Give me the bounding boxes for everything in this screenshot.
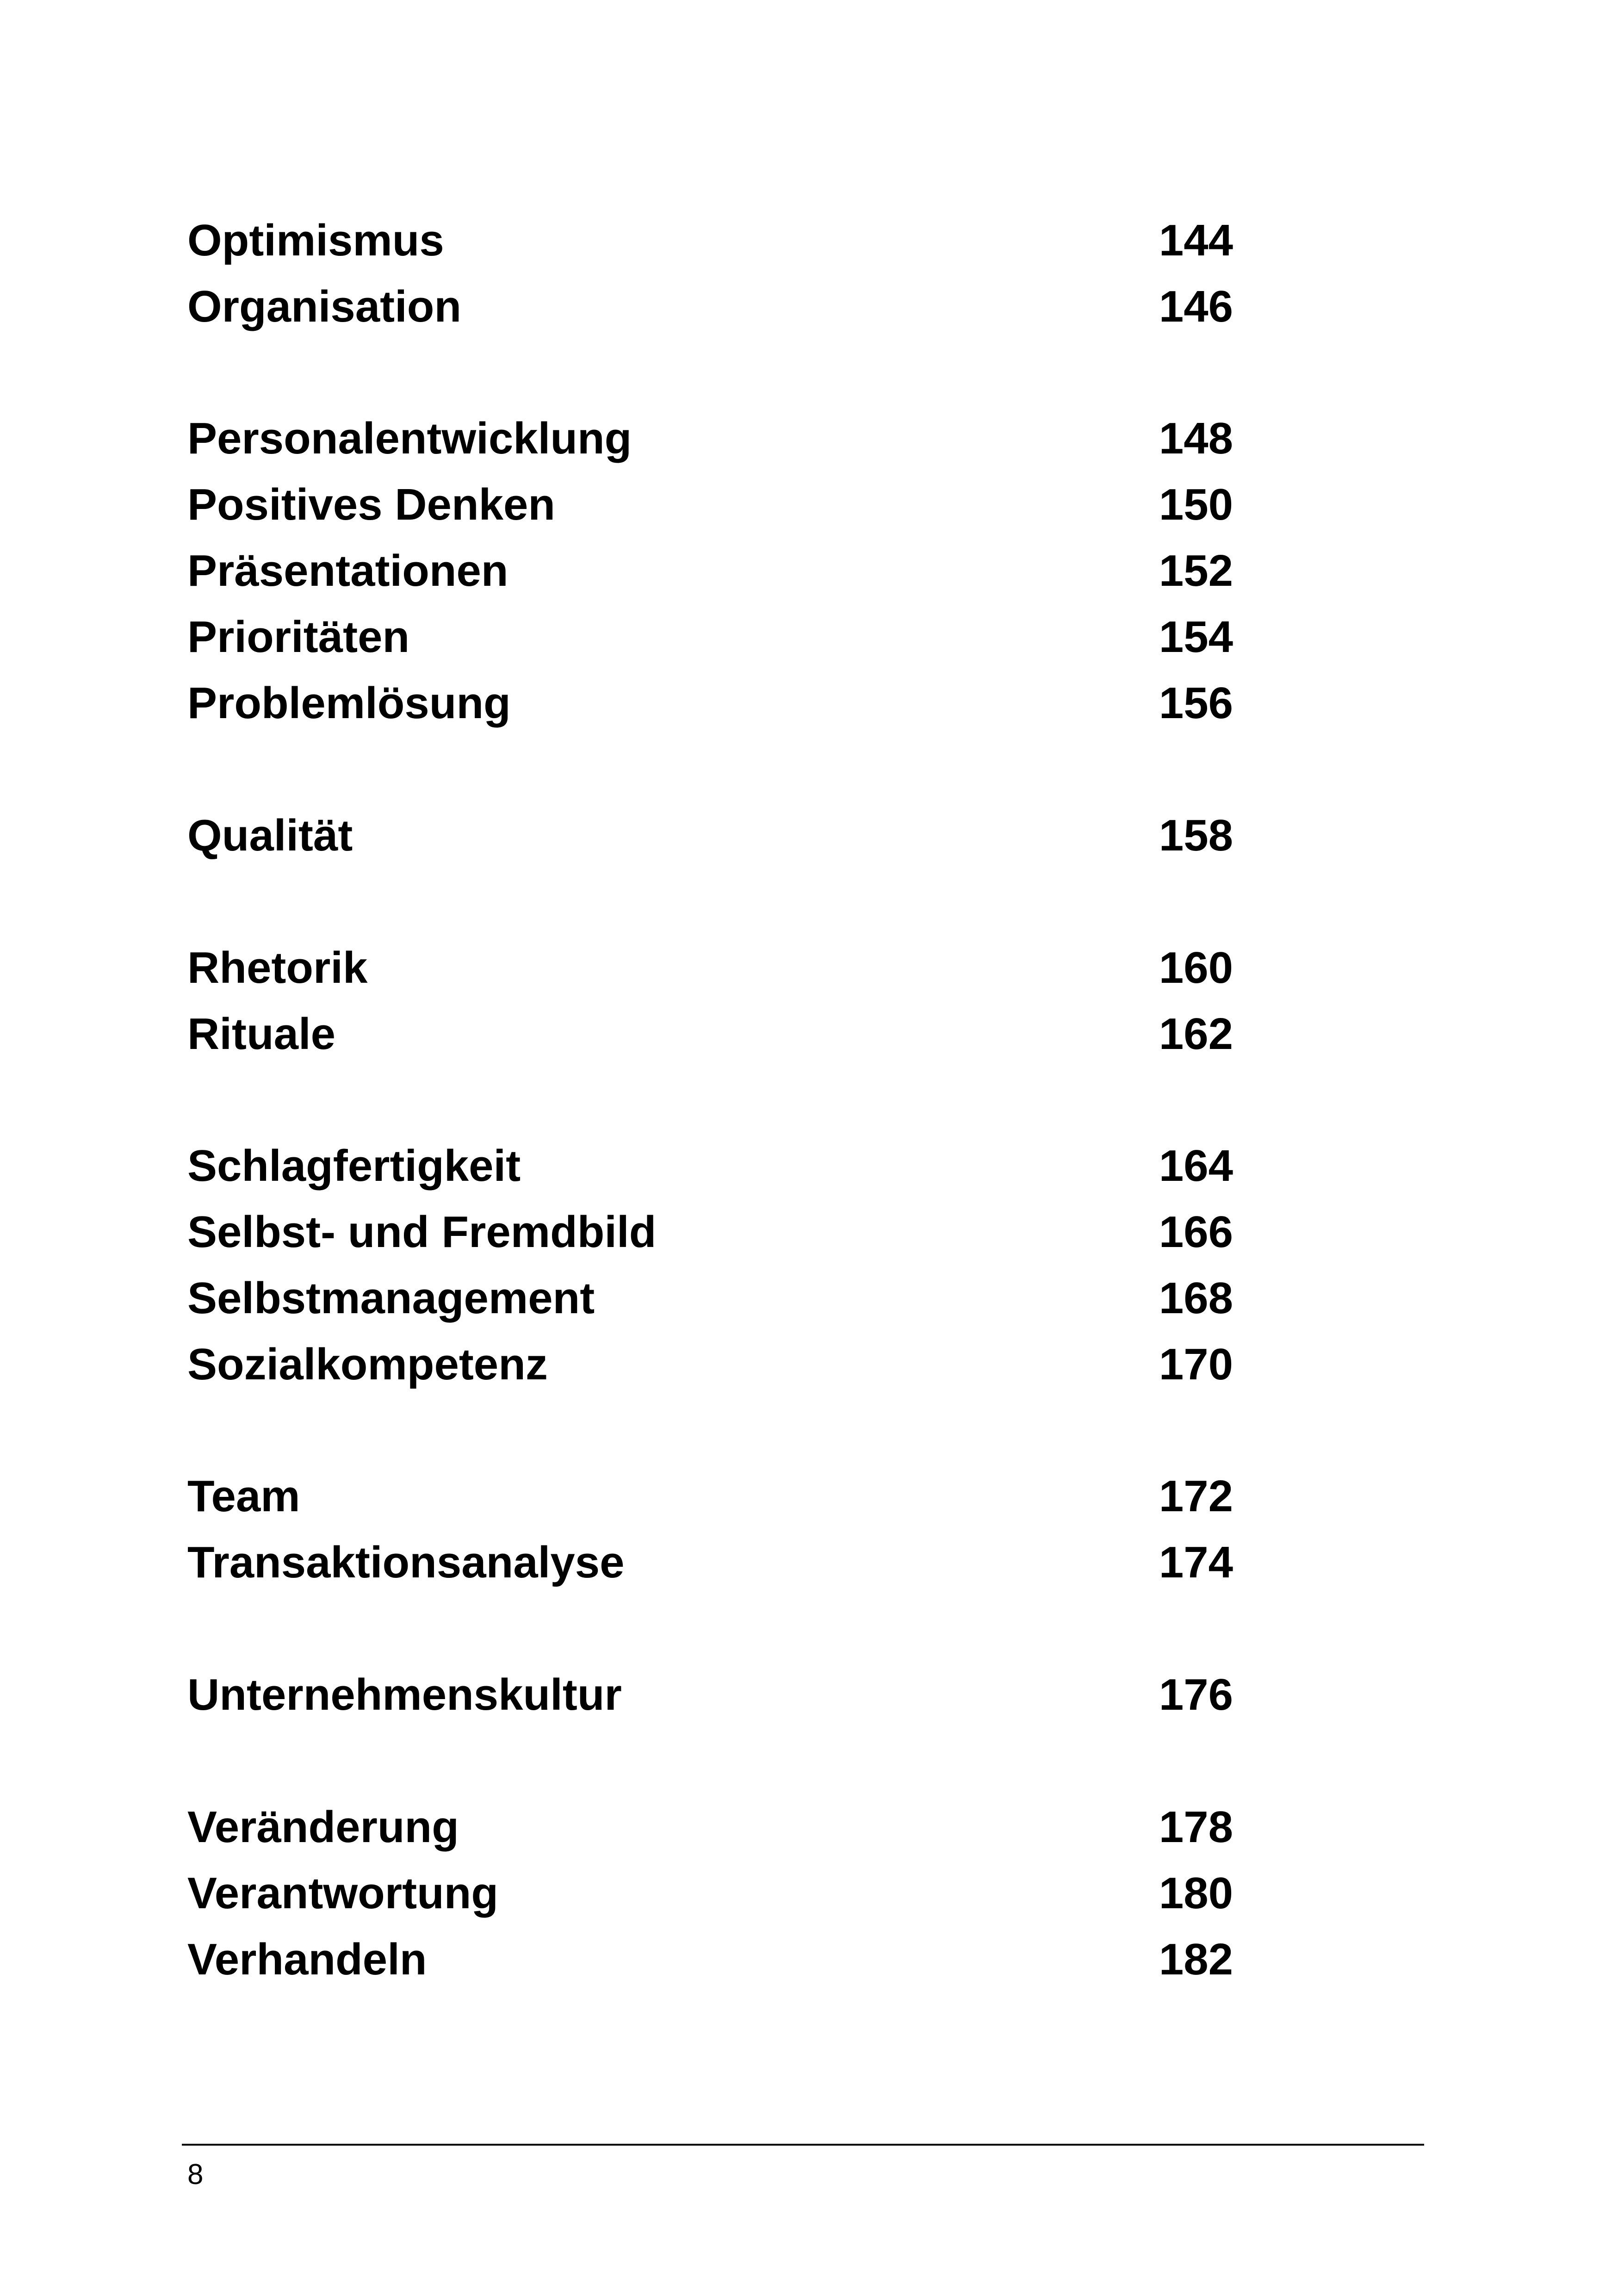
toc-entry[interactable] (187, 936, 1233, 1000)
toc-entry[interactable] (187, 1266, 1233, 1331)
toc-entry-title: Team (187, 1471, 300, 1521)
toc-entry[interactable] (187, 803, 1233, 868)
toc-entry[interactable] (187, 539, 1233, 603)
toc-entry-page: 168 (1159, 1273, 1233, 1323)
toc-entry[interactable] (187, 1530, 1233, 1595)
toc-entry-page: 150 (1159, 480, 1233, 529)
toc-entry-title: Schlagfertigkeit (187, 1141, 521, 1191)
table-of-contents (187, 0, 1233, 2296)
toc-entry-title: Selbstmanagement (187, 1273, 595, 1323)
toc-entry-page: 174 (1159, 1538, 1233, 1587)
toc-entry[interactable] (187, 1134, 1233, 1198)
toc-entry-page: 158 (1159, 811, 1233, 860)
toc-entry-title: Transaktionsanalyse (187, 1538, 625, 1587)
toc-entry[interactable] (187, 1332, 1233, 1397)
toc-entry[interactable] (187, 208, 1233, 273)
toc-entry-page: 176 (1159, 1670, 1233, 1719)
toc-entry-title: Verhandeln (187, 1935, 427, 1984)
toc-entry[interactable] (187, 671, 1233, 736)
toc-entry-page: 162 (1159, 1009, 1233, 1059)
footer-divider (182, 2144, 1424, 2146)
toc-entry[interactable] (187, 1200, 1233, 1265)
toc-entry[interactable] (187, 1927, 1233, 1992)
toc-entry[interactable] (187, 1002, 1233, 1067)
toc-entry[interactable] (187, 1861, 1233, 1926)
toc-entry-page: 178 (1159, 1802, 1233, 1852)
footer-page-number: 8 (187, 2159, 204, 2191)
toc-entry-page: 152 (1159, 546, 1233, 596)
toc-entry-page: 180 (1159, 1868, 1233, 1918)
toc-entry-title: Veränderung (187, 1802, 459, 1852)
toc-entry-title: Problemlösung (187, 678, 511, 728)
toc-entry[interactable] (187, 605, 1233, 670)
toc-entry-page: 172 (1159, 1471, 1233, 1521)
toc-entry-title: Selbst- und Fremdbild (187, 1207, 657, 1257)
toc-entry-title: Rituale (187, 1009, 336, 1059)
toc-entry-title: Präsentationen (187, 546, 508, 596)
toc-entry[interactable] (187, 472, 1233, 537)
toc-entry-title: Personalentwicklung (187, 414, 632, 463)
toc-entry-title: Unternehmenskultur (187, 1670, 622, 1719)
toc-entry-title: Positives Denken (187, 480, 555, 529)
toc-entry-page: 166 (1159, 1207, 1233, 1257)
toc-entry-page: 154 (1159, 612, 1233, 662)
toc-entry[interactable] (187, 1795, 1233, 1860)
toc-entry[interactable] (187, 1464, 1233, 1529)
toc-entry[interactable] (187, 1663, 1233, 1727)
toc-entry[interactable] (187, 406, 1233, 471)
toc-entry-page: 170 (1159, 1340, 1233, 1389)
toc-entry-page: 144 (1159, 216, 1233, 265)
toc-entry-page: 164 (1159, 1141, 1233, 1191)
toc-entry-title: Rhetorik (187, 943, 368, 993)
toc-entry-title: Organisation (187, 282, 462, 331)
toc-entry-page: 146 (1159, 282, 1233, 331)
toc-entry-page: 156 (1159, 678, 1233, 728)
toc-entry-page: 182 (1159, 1935, 1233, 1984)
toc-entry-page: 160 (1159, 943, 1233, 993)
toc-entry-page: 148 (1159, 414, 1233, 463)
toc-entry-title: Prioritäten (187, 612, 410, 662)
toc-entry-title: Verantwortung (187, 1868, 499, 1918)
toc-entry-title: Qualität (187, 811, 353, 860)
toc-entry-title: Optimismus (187, 216, 444, 265)
toc-entry[interactable] (187, 274, 1233, 339)
toc-entry-title: Sozialkompetenz (187, 1340, 548, 1389)
